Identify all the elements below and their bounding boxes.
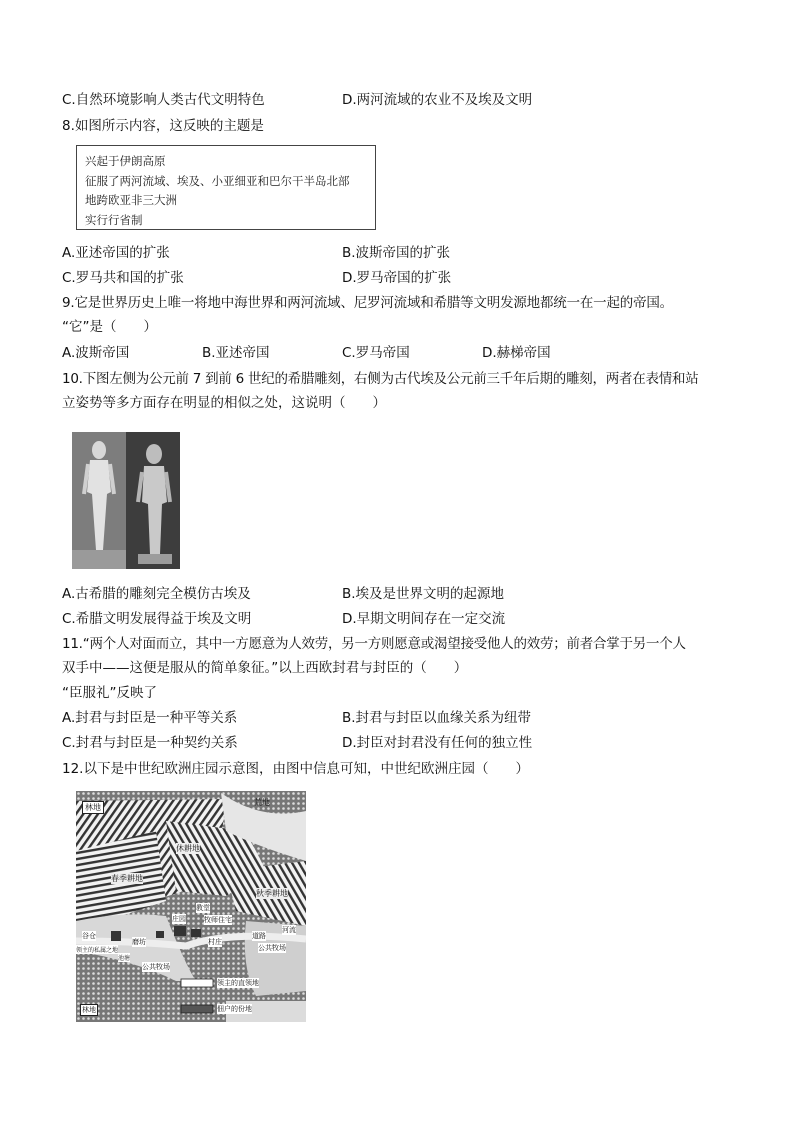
sculptures-photo [72, 432, 180, 569]
map-label-mill: 磨坊 [132, 938, 146, 946]
q9-option-c: C.罗马帝国 [342, 345, 410, 361]
map-label-forest-top: 林地 [82, 801, 104, 814]
q8-box-line-3: 地跨欧亚非三大洲 [85, 193, 177, 207]
q8-stem: 8.如图所示内容，这反映的主题是 [62, 118, 264, 134]
map-label-fallow: 休耕地 [176, 844, 200, 853]
q9-stem-2: “它”是（ ） [62, 319, 157, 335]
map-label-manor: 庄园 [172, 915, 186, 923]
q11-option-b: B.封君与封臣以血缘关系为纽带 [342, 710, 532, 726]
map-label-wasteland: 荒地 [254, 798, 270, 807]
legend-demesne: 领主的直领地 [217, 979, 259, 987]
q9-option-a: A.波斯帝国 [62, 345, 130, 361]
map-label-common-pasture-right: 公共牧场 [258, 944, 286, 952]
map-label-autumn-field: 秋季耕地 [256, 889, 288, 898]
map-label-river: 河流 [282, 926, 296, 934]
q10-option-a: A.古希腊的雕刻完全模仿古埃及 [62, 586, 251, 602]
q8-box-line-1: 兴起于伊朗高原 [85, 154, 166, 168]
q11-option-a: A.封君与封臣是一种平等关系 [62, 710, 238, 726]
q8-material-box [76, 145, 376, 230]
q11-stem-3: “臣服礼”反映了 [62, 685, 157, 701]
q8-option-a: A.亚述帝国的扩张 [62, 245, 170, 261]
q7-option-c: C.自然环境影响人类古代文明特色 [62, 92, 265, 108]
map-label-church: 教堂 [196, 904, 210, 912]
q8-box-line-4: 实行行省制 [85, 212, 143, 227]
map-label-pasture-house: 牧师住宅 [204, 916, 232, 924]
q11-option-d: D.封臣对封君没有任何的独立性 [342, 735, 533, 751]
q7-option-d: D.两河流域的农业不及埃及文明 [342, 92, 533, 108]
map-label-lord-private: 领主的私属之地 [76, 947, 119, 954]
q9-option-b: B.亚述帝国 [202, 345, 270, 361]
q8-box-line-2: 征服了两河流域、埃及、小亚细亚和巴尔干半岛北部 [85, 173, 350, 188]
q8-option-c: C.罗马共和国的扩张 [62, 270, 184, 286]
map-label-spring-field: 春季耕地 [111, 874, 143, 883]
q9-stem-1: 9.它是世界历史上唯一将地中海世界和两河流域、尼罗河流域和希腊等文明发源地都统一在一起的帝国。 [62, 295, 673, 311]
map-label-bridge: 道路 [252, 932, 266, 940]
manor-map [76, 791, 306, 1022]
q10-option-c: C.希腊文明发展得益于埃及文明 [62, 611, 252, 627]
map-label-village: 村庄 [208, 938, 222, 946]
q12-stem: 12.以下是中世纪欧洲庄园示意图，由图中信息可知，中世纪欧洲庄园（ ） [62, 761, 529, 777]
map-label-common-pasture: 公共牧场 [142, 963, 170, 971]
q9-option-d: D.赫梯帝国 [482, 345, 551, 361]
q8-option-d: D.罗马帝国的扩张 [342, 270, 452, 286]
q10-option-b: B.埃及是世界文明的起源地 [342, 586, 505, 602]
q10-option-d: D.早期文明间存在一定交流 [342, 611, 506, 627]
q11-option-c: C.封君与封臣是一种契约关系 [62, 735, 238, 751]
q10-stem-2: 立姿势等多方面存在明显的相似之处，这说明（ ） [62, 395, 386, 411]
q8-option-b: B.波斯帝国的扩张 [342, 245, 451, 261]
q11-stem-2: 双手中——这便是服从的简单象征。”以上西欧封君与封臣的（ ） [62, 660, 468, 676]
q10-stem-1: 10.下图左侧为公元前 7 到前 6 世纪的希腊雕刻，右侧为古代埃及公元前三千年后期的雕刻，两者在表情和站 [62, 371, 699, 387]
q11-stem-1: 11.“两个人对面而立，其中一方愿意为人效劳，另一方则愿意或渴望接受他人的效劳；前者合掌于另一个人 [62, 636, 686, 652]
legend-tenant: 佃户的份地 [217, 1005, 252, 1013]
map-label-forest-bottom: 林地 [82, 1006, 96, 1014]
map-label-barn: 谷仓 [82, 932, 96, 940]
map-label-pond: 池塘 [118, 955, 131, 962]
